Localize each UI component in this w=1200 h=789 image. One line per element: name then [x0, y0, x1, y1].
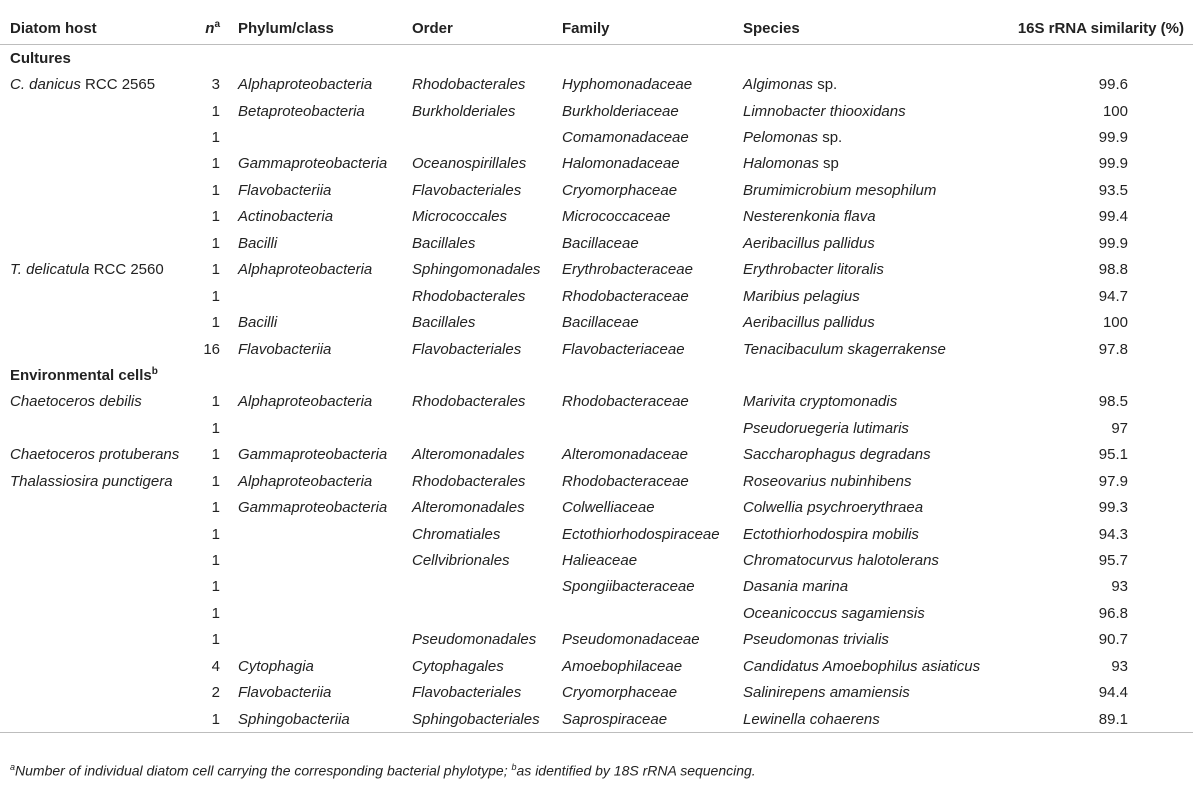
cell-n: 1 [211, 419, 220, 437]
cell-phylum: Gammaproteobacteria [238, 446, 388, 464]
table-row [0, 389, 1193, 415]
cell-species: Marivita cryptomonadis [743, 393, 898, 411]
table-row [0, 71, 1193, 97]
cell-host [0, 309, 183, 335]
cell-host [0, 600, 183, 626]
cell-family: Colwelliaceae [562, 499, 655, 517]
table-row [0, 574, 1193, 600]
cell-species: Pelomonas sp. [743, 129, 843, 147]
cell-similarity: 99.3 [1098, 499, 1128, 517]
cell-similarity: 99.6 [1098, 76, 1128, 94]
cell-family: Bacillaceae [562, 314, 639, 332]
cell-host [0, 627, 183, 653]
header-family: Family [552, 12, 733, 45]
cell-order: Alteromonadales [412, 499, 525, 517]
header-host: Diatom host [0, 12, 183, 45]
cell-n: 3 [211, 76, 220, 94]
cell-phylum: Sphingobacteriia [228, 706, 402, 733]
header-row [0, 12, 1193, 45]
cell-similarity: 94.3 [1098, 525, 1128, 543]
cell-host [0, 680, 183, 706]
cell-order: Cytophagales [412, 657, 504, 675]
table-row [0, 283, 1193, 309]
cell-order: Sphingobacteriales [402, 706, 552, 733]
cell-phylum [228, 283, 402, 309]
cell-species: Algimonas sp. [743, 76, 838, 94]
cell-order: Bacillales [412, 314, 476, 332]
table-row [0, 204, 1193, 230]
cell-order: Rhodobacterales [412, 76, 526, 94]
table-row [0, 336, 1193, 362]
cell-n: 1 [211, 287, 220, 305]
cell-similarity: 98.8 [1098, 261, 1128, 279]
cell-order: Bacillales [412, 234, 476, 252]
cell-host [0, 230, 183, 256]
cell-family: Rhodobacteraceae [562, 287, 689, 305]
cell-family: Ectothiorhodospiraceae [562, 525, 720, 543]
table-row [0, 680, 1193, 706]
cell-order: Rhodobacterales [412, 472, 526, 490]
table-row [0, 98, 1193, 124]
cell-similarity: 100 [1102, 314, 1128, 332]
table-row [0, 494, 1193, 520]
cell-species: Tenacibaculum skagerrakense [743, 340, 946, 358]
cell-order: Flavobacteriales [412, 684, 522, 702]
cell-phylum [228, 124, 402, 150]
table-row [0, 151, 1193, 177]
cell-family: Flavobacteriaceae [562, 340, 685, 358]
table-row [0, 521, 1193, 547]
cell-family: Halieaceae [562, 552, 638, 570]
cell-family: Cryomorphaceae [562, 181, 678, 199]
cell-similarity: 89.1 [1008, 706, 1193, 733]
table-row [0, 309, 1193, 335]
cell-host: Thalassiosira punctigera [10, 472, 173, 490]
table-row [0, 706, 1193, 733]
cell-phylum: Cytophagia [238, 657, 314, 675]
cell-n: 1 [211, 446, 220, 464]
cell-similarity: 94.4 [1098, 684, 1128, 702]
cell-n: 1 [211, 578, 220, 596]
cell-similarity: 96.8 [1098, 604, 1128, 622]
cell-order: Flavobacteriales [412, 181, 522, 199]
cell-phylum: Alphaproteobacteria [238, 472, 373, 490]
cell-similarity: 93 [1111, 578, 1128, 596]
cell-phylum: Alphaproteobacteria [238, 261, 373, 279]
cell-n: 1 [211, 261, 220, 279]
cell-n: 1 [211, 314, 220, 332]
cell-order: Pseudomonadales [412, 631, 537, 649]
cell-n: 16 [203, 340, 220, 358]
cell-species: Chromatocurvus halotolerans [743, 552, 939, 570]
cell-similarity: 94.7 [1098, 287, 1128, 305]
cell-phylum [228, 415, 402, 441]
cell-n: 1 [211, 234, 220, 252]
cell-phylum: Bacilli [238, 234, 278, 252]
cell-species: Erythrobacter litoralis [743, 261, 884, 279]
cell-order: Cellvibrionales [412, 552, 510, 570]
cell-similarity: 90.7 [1098, 631, 1128, 649]
cell-family: Halomonadaceae [562, 155, 680, 173]
cell-family: Spongiibacteraceae [562, 578, 695, 596]
cell-phylum [228, 627, 402, 653]
cell-family: Amoebophilaceae [562, 657, 683, 675]
cell-order [402, 415, 552, 441]
header-phylum: Phylum/class [228, 12, 402, 45]
cell-species: Oceanicoccus sagamiensis [743, 604, 925, 622]
cell-phylum: Flavobacteriia [238, 684, 332, 702]
cell-species: Limnobacter thiooxidans [743, 102, 906, 120]
cell-host [0, 204, 183, 230]
table-row [0, 415, 1193, 441]
cell-phylum [228, 547, 402, 573]
cell-species: Candidatus Amoebophilus asiaticus [743, 657, 981, 675]
section-cultures [0, 45, 1193, 72]
header-order: Order [402, 12, 552, 45]
cell-n: 1 [211, 102, 220, 120]
cell-species: Pseudomonas trivialis [743, 631, 889, 649]
cell-order: Chromatiales [412, 525, 501, 543]
cell-family: Hyphomonadaceae [562, 76, 693, 94]
cell-similarity: 98.5 [1098, 393, 1128, 411]
cell-order: Micrococcales [412, 208, 508, 226]
cell-similarity: 97.9 [1098, 472, 1128, 490]
cell-family: Rhodobacteraceae [562, 472, 689, 490]
section-environmental [0, 362, 1193, 388]
cell-phylum: Alphaproteobacteria [238, 393, 373, 411]
cell-n: 1 [211, 499, 220, 517]
cell-similarity: 97 [1111, 419, 1128, 437]
cell-family: Rhodobacteraceae [562, 393, 689, 411]
table-row [0, 177, 1193, 203]
cell-order [402, 600, 552, 626]
cell-species: Ectothiorhodospira mobilis [743, 525, 919, 543]
cell-host [0, 283, 183, 309]
cell-n: 1 [183, 706, 228, 733]
cell-phylum: Flavobacteriia [238, 340, 332, 358]
table-row [0, 468, 1193, 494]
table-row [0, 547, 1193, 573]
cell-family [552, 600, 733, 626]
cell-species: Maribius pelagius [743, 287, 860, 305]
cell-similarity: 99.4 [1098, 208, 1128, 226]
cell-similarity: 95.1 [1098, 446, 1128, 464]
cell-similarity: 99.9 [1098, 234, 1128, 252]
cell-similarity: 100 [1102, 102, 1128, 120]
cell-host [0, 494, 183, 520]
cell-family: Pseudomonadaceae [562, 631, 700, 649]
cell-host [0, 574, 183, 600]
cell-host [0, 521, 183, 547]
cell-n: 1 [211, 472, 220, 490]
cell-family: Saprospiraceae [552, 706, 733, 733]
header-n: $n^a$ [183, 12, 228, 45]
cell-species: Aeribacillus pallidus [743, 314, 875, 332]
cell-n: 1 [211, 155, 220, 173]
cell-n: 1 [211, 525, 220, 543]
table-row [0, 124, 1193, 150]
section-label: Environmental cells$^b$ [10, 366, 158, 385]
cell-host: Chaetoceros protuberans [10, 446, 180, 464]
cell-host [0, 151, 183, 177]
cell-order [402, 124, 552, 150]
cell-order: Oceanospirillales [412, 155, 527, 173]
cell-species: Saccharophagus degradans [743, 446, 931, 464]
cell-order: Rhodobacterales [412, 287, 526, 305]
cell-phylum: Bacilli [238, 314, 278, 332]
cell-phylum: Gammaproteobacteria [238, 155, 388, 173]
cell-phylum [228, 574, 402, 600]
cell-family: Bacillaceae [562, 234, 639, 252]
cell-phylum: Flavobacteriia [238, 181, 332, 199]
cell-host [0, 336, 183, 362]
cell-species: Brumimicrobium mesophilum [743, 181, 937, 199]
cell-phylum: Actinobacteria [238, 208, 334, 226]
bacteria-table [0, 12, 1193, 733]
cell-host [0, 177, 183, 203]
cell-species: Dasania marina [743, 578, 849, 596]
cell-similarity: 95.7 [1098, 552, 1128, 570]
cell-order: Sphingomonadales [412, 261, 541, 279]
cell-phylum: Gammaproteobacteria [238, 499, 388, 517]
table-row [0, 230, 1193, 256]
footnote: $^a$Number of individual diatom cell carrying the corresponding bacterial phylotype; $^b$as identified by 18S rRNA sequencing. [10, 762, 756, 779]
cell-family [552, 415, 733, 441]
cell-family: Micrococcaceae [562, 208, 671, 226]
cell-host [0, 547, 183, 573]
cell-host: C. danicus RCC 2565 [10, 76, 156, 94]
cell-host: T. delicatula RCC 2560 [10, 261, 164, 279]
cell-host [0, 706, 183, 733]
header-similarity: 16S rRNA similarity (%) [1008, 12, 1193, 45]
table-row [0, 600, 1193, 626]
cell-family: Burkholderiaceae [562, 102, 679, 120]
cell-phylum [228, 600, 402, 626]
cell-similarity: 99.9 [1098, 155, 1128, 173]
cell-order: Alteromonadales [412, 446, 525, 464]
section-label: Cultures [10, 49, 71, 67]
cell-host [0, 653, 183, 679]
cell-n: 1 [211, 208, 220, 226]
table-row [0, 442, 1193, 468]
cell-family: Alteromonadaceae [562, 446, 688, 464]
cell-family: Comamonadaceae [562, 129, 689, 147]
cell-species: Halomonas sp [743, 155, 839, 173]
cell-similarity: 97.8 [1098, 340, 1128, 358]
table-row [0, 627, 1193, 653]
cell-similarity: 93 [1111, 657, 1128, 675]
cell-phylum: Betaproteobacteria [238, 102, 365, 120]
cell-n: 1 [211, 631, 220, 649]
cell-host [0, 98, 183, 124]
cell-order [402, 574, 552, 600]
cell-phylum [228, 521, 402, 547]
cell-family: Cryomorphaceae [562, 684, 678, 702]
cell-n: 1 [211, 604, 220, 622]
cell-species: Aeribacillus pallidus [743, 234, 875, 252]
cell-n: 2 [211, 684, 220, 702]
table-row [0, 257, 1193, 283]
cell-order: Burkholderiales [412, 102, 516, 120]
cell-host [0, 415, 183, 441]
cell-order: Rhodobacterales [412, 393, 526, 411]
cell-similarity: 93.5 [1098, 181, 1128, 199]
table-body [0, 45, 1193, 733]
table-row [0, 653, 1193, 679]
cell-species: Salinirepens amamiensis [743, 684, 910, 702]
cell-n: 1 [211, 393, 220, 411]
cell-host [0, 124, 183, 150]
cell-phylum: Alphaproteobacteria [238, 76, 373, 94]
cell-n: 1 [211, 181, 220, 199]
cell-n: 1 [211, 552, 220, 570]
cell-species: Colwellia psychroerythraea [743, 499, 924, 517]
header-species: Species [733, 12, 1008, 45]
cell-similarity: 99.9 [1098, 129, 1128, 147]
cell-species: Pseudoruegeria lutimaris [743, 419, 909, 437]
cell-n: 4 [211, 657, 220, 675]
cell-order: Flavobacteriales [412, 340, 522, 358]
cell-species: Roseovarius nubinhibens [743, 472, 912, 490]
cell-species: Lewinella cohaerens [733, 706, 1008, 733]
cell-n: 1 [211, 129, 220, 147]
cell-host: Chaetoceros debilis [10, 393, 142, 411]
cell-family: Erythrobacteraceae [562, 261, 693, 279]
cell-species: Nesterenkonia flava [743, 208, 876, 226]
